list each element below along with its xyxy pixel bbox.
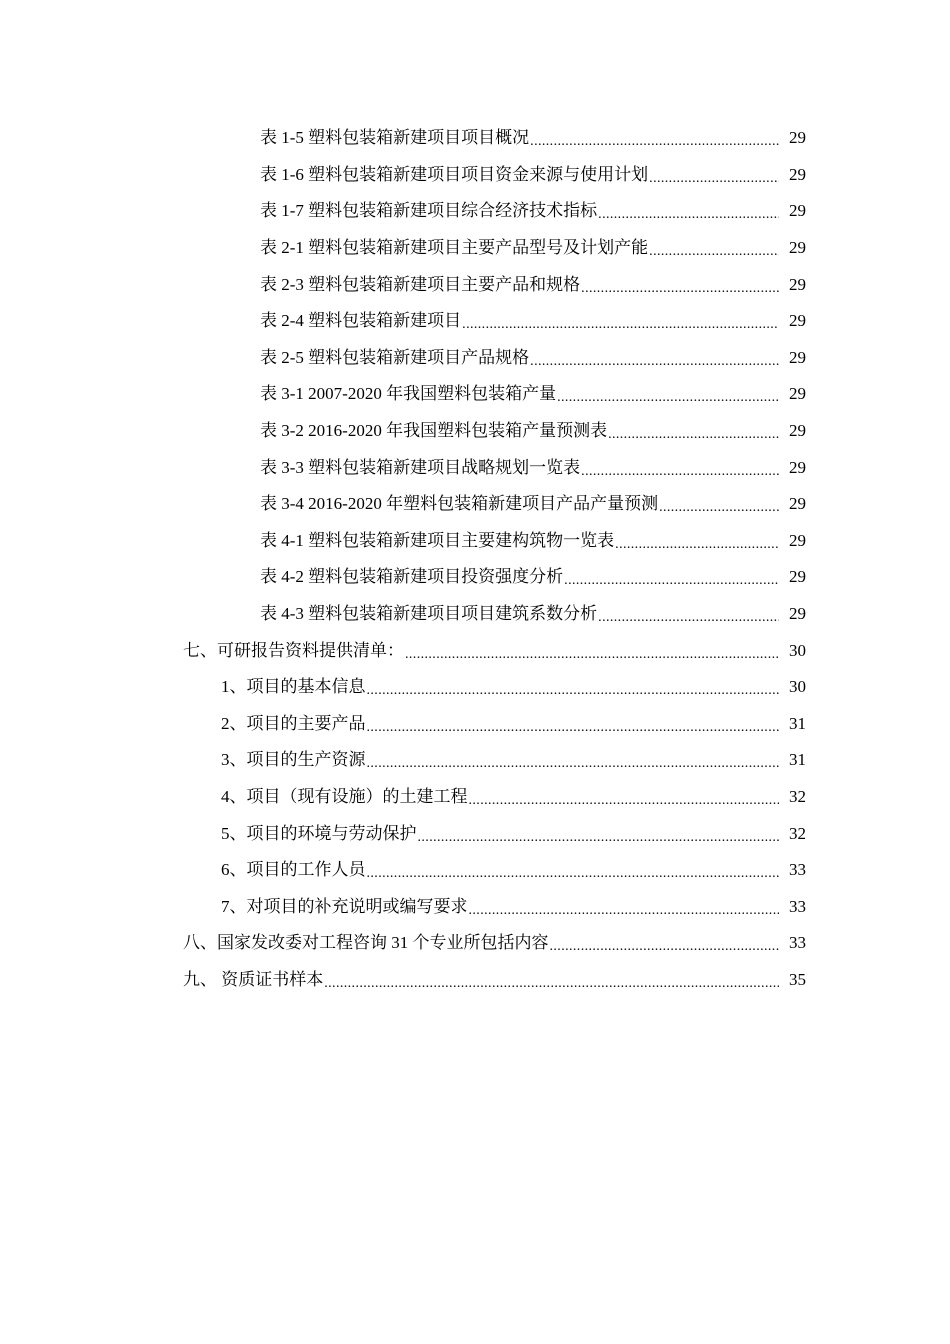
toc-entry-title: 表 1-5 塑料包装箱新建项目项目概况 — [260, 128, 530, 148]
toc-entry-table-2-5[interactable] — [0, 340, 950, 377]
toc-entry-title: 表 3-1 2007-2020 年我国塑料包装箱产量 — [260, 384, 557, 404]
toc-page-number: 29 — [789, 604, 806, 624]
toc-page-number: 33 — [789, 933, 806, 953]
toc-page-number: 29 — [789, 164, 806, 184]
toc-entry-table-4-1[interactable] — [0, 523, 950, 560]
toc-dot-leader — [649, 164, 779, 186]
toc-page-number: 30 — [789, 640, 806, 660]
toc-page-number: 29 — [789, 238, 806, 258]
toc-entry-title: 2、项目的主要产品 — [221, 713, 366, 733]
toc-dot-leader — [564, 566, 779, 588]
toc-entry-title: 九、 资质证书样本 — [183, 969, 324, 989]
toc-entry-title: 表 4-2 塑料包装箱新建项目投资强度分析 — [260, 567, 564, 587]
toc-entry-title: 表 2-4 塑料包装箱新建项目 — [260, 311, 462, 331]
toc-page-number: 31 — [789, 750, 806, 770]
toc-entry-section-9[interactable] — [0, 962, 950, 999]
toc-entry-section-7[interactable] — [0, 632, 950, 669]
toc-entry-section-7-7[interactable] — [0, 888, 950, 925]
table-of-contents — [0, 120, 950, 998]
toc-entry-table-2-4[interactable] — [0, 303, 950, 340]
toc-page-number: 29 — [789, 421, 806, 441]
toc-page-number: 29 — [789, 128, 806, 148]
toc-entry-title: 3、项目的生产资源 — [221, 750, 366, 770]
toc-dot-leader — [367, 749, 780, 771]
toc-dot-leader — [530, 127, 779, 149]
toc-page-number: 29 — [789, 457, 806, 477]
toc-entry-section-7-5[interactable] — [0, 815, 950, 852]
toc-dot-leader — [615, 530, 779, 552]
toc-dot-leader — [367, 713, 780, 735]
toc-entry-title: 6、项目的工作人员 — [221, 860, 366, 880]
toc-entry-title: 表 3-2 2016-2020 年我国塑料包装箱产量预测表 — [260, 421, 608, 441]
toc-dot-leader — [598, 603, 779, 625]
toc-entry-table-4-2[interactable] — [0, 559, 950, 596]
toc-dot-leader — [530, 347, 779, 369]
toc-entry-title: 表 1-7 塑料包装箱新建项目综合经济技术指标 — [260, 201, 598, 221]
toc-page-number: 33 — [789, 860, 806, 880]
toc-page-number: 29 — [789, 384, 806, 404]
toc-dot-leader — [608, 420, 779, 442]
toc-entry-table-3-1[interactable] — [0, 376, 950, 413]
toc-entry-title: 表 4-3 塑料包装箱新建项目项目建筑系数分析 — [260, 604, 598, 624]
toc-dot-leader — [581, 457, 779, 479]
toc-entry-title: 5、项目的环境与劳动保护 — [221, 823, 417, 843]
toc-page-number: 35 — [789, 969, 806, 989]
toc-entry-section-7-3[interactable] — [0, 742, 950, 779]
toc-page-number: 29 — [789, 347, 806, 367]
toc-dot-leader — [405, 640, 779, 662]
toc-entry-table-2-1[interactable] — [0, 230, 950, 267]
toc-page-number: 29 — [789, 274, 806, 294]
toc-dot-leader — [469, 896, 780, 918]
toc-entry-table-1-5[interactable] — [0, 120, 950, 157]
toc-dot-leader — [598, 200, 779, 222]
toc-entry-title: 表 2-3 塑料包装箱新建项目主要产品和规格 — [260, 274, 581, 294]
toc-entry-table-3-3[interactable] — [0, 449, 950, 486]
toc-dot-leader — [367, 859, 780, 881]
toc-entry-title: 4、项目（现有设施）的土建工程 — [221, 786, 468, 806]
toc-page-number: 29 — [789, 311, 806, 331]
toc-entry-title: 表 2-1 塑料包装箱新建项目主要产品型号及计划产能 — [260, 238, 649, 258]
toc-dot-leader — [581, 274, 779, 296]
toc-page-number: 30 — [789, 677, 806, 697]
toc-dot-leader — [469, 786, 780, 808]
toc-entry-section-7-2[interactable] — [0, 706, 950, 743]
toc-entry-table-3-4[interactable] — [0, 486, 950, 523]
toc-entry-title: 表 3-3 塑料包装箱新建项目战略规划一览表 — [260, 457, 581, 477]
toc-entry-title: 八、国家发改委对工程咨询 31 个专业所包括内容 — [183, 933, 549, 953]
toc-entry-title: 表 2-5 塑料包装箱新建项目产品规格 — [260, 347, 530, 367]
toc-entry-title: 表 3-4 2016-2020 年塑料包装箱新建项目产品产量预测 — [260, 494, 659, 514]
toc-page-number: 32 — [789, 786, 806, 806]
toc-page-number: 29 — [789, 201, 806, 221]
toc-page-number: 29 — [789, 567, 806, 587]
toc-dot-leader — [659, 493, 779, 515]
toc-page-number: 29 — [789, 530, 806, 550]
toc-entry-title: 7、对项目的补充说明或编写要求 — [221, 896, 468, 916]
toc-dot-leader — [367, 676, 780, 698]
toc-entry-table-3-2[interactable] — [0, 413, 950, 450]
toc-entry-title: 七、可研报告资料提供清单： — [183, 640, 404, 660]
toc-page-number: 33 — [789, 896, 806, 916]
toc-page-number: 31 — [789, 713, 806, 733]
toc-entry-table-1-7[interactable] — [0, 193, 950, 230]
toc-dot-leader — [462, 310, 779, 332]
toc-dot-leader — [324, 969, 779, 991]
toc-entry-section-7-6[interactable] — [0, 852, 950, 889]
toc-dot-leader — [418, 823, 780, 845]
toc-dot-leader — [557, 383, 779, 405]
toc-dot-leader — [649, 237, 779, 259]
toc-entry-title: 表 1-6 塑料包装箱新建项目项目资金来源与使用计划 — [260, 164, 649, 184]
toc-entry-section-7-4[interactable] — [0, 779, 950, 816]
toc-page-number: 29 — [789, 494, 806, 514]
toc-entry-table-2-3[interactable] — [0, 266, 950, 303]
toc-entry-table-4-3[interactable] — [0, 596, 950, 633]
toc-entry-title: 1、项目的基本信息 — [221, 677, 366, 697]
toc-page-number: 32 — [789, 823, 806, 843]
toc-entry-section-8[interactable] — [0, 925, 950, 962]
toc-dot-leader — [550, 932, 780, 954]
toc-entry-table-1-6[interactable] — [0, 157, 950, 194]
toc-entry-title: 表 4-1 塑料包装箱新建项目主要建构筑物一览表 — [260, 530, 615, 550]
toc-entry-section-7-1[interactable] — [0, 669, 950, 706]
